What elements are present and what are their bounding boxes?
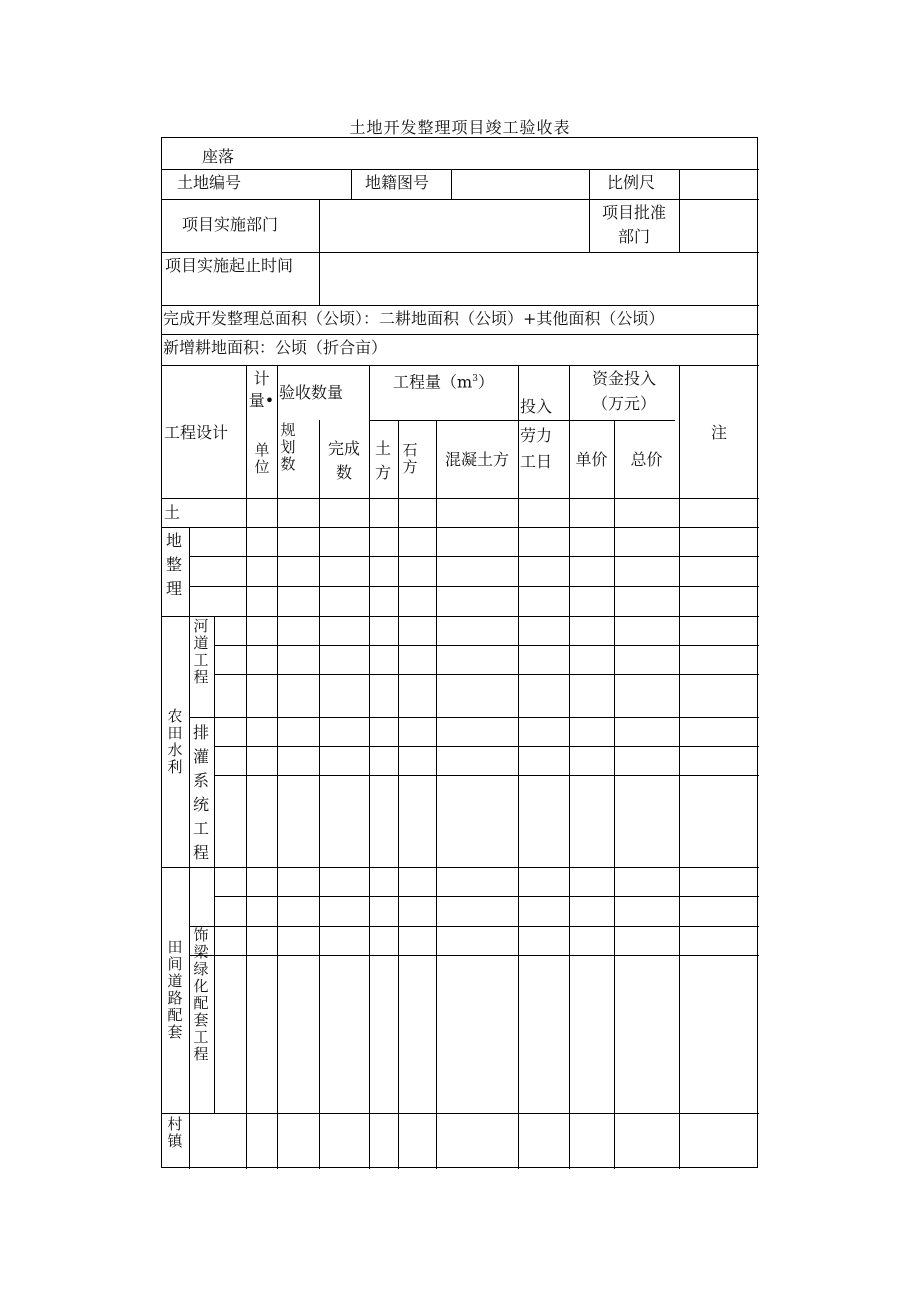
cadastral-map-no-label: 地籍图号 [365,173,430,192]
irrigation-section-label: 农田水利 [167,707,183,776]
land-section-label-top: 土 [164,503,181,522]
approving-dept-label-line1: 项目批准 [601,203,666,222]
fund-header-line1: 资金投入 [591,369,656,388]
land-section-label: 地整理 [165,531,182,598]
acceptance-form-table [161,137,758,1168]
land-id-label: 土地编号 [177,173,242,192]
road-section-label: 田间道路配套 [167,938,183,1041]
concrete-header: 混凝土方 [444,450,509,469]
total-area-label: 完成开发整理总面积（公顷）：二耕地面积（公顷）+其他面积（公顷） [163,309,665,328]
drainage-subsection-label: 排灌系统工程 [192,723,209,862]
accept-qty-header: 验收数量 [279,383,344,402]
form-title: 土地开发整理项目竣工验收表 [349,118,571,137]
village-section-label: 村镇 [167,1115,183,1150]
labor-header-line3: 工日 [520,452,553,471]
total-price-header: 总价 [630,450,663,469]
new-farmland-label: 新增耕地面积：公顷（折合亩） [163,338,388,357]
measure-header-line2: 量• [248,391,275,410]
completed-header-line1: 完成 [327,439,360,458]
unit-header: 单位 [254,441,270,476]
measure-header-line1: 计 [253,369,270,388]
location-label: 座落 [202,147,235,166]
implementing-dept-label: 项目实施部门 [182,215,279,234]
stone-header: 石方 [402,441,418,476]
fund-header-line2: （万元） [591,394,656,413]
unit-price-header: 单价 [575,450,608,469]
labor-header-line1: 投入 [520,397,553,416]
design-header: 工程设计 [164,423,229,442]
completed-header-line2: 数 [335,463,352,482]
note-header: 注 [710,423,727,442]
period-label: 项目实施起止时间 [165,256,294,275]
planned-header: 规划数 [280,421,296,473]
earth-header: 土方 [374,439,391,482]
scale-label: 比例尺 [607,173,656,192]
labor-header-line2: 劳力 [520,426,553,445]
approving-dept-label-line2: 部门 [617,227,650,246]
river-subsection-label: 河道工程 [193,617,209,686]
greening-subsection-label: 饰梁绿化配套工程 [193,926,209,1063]
engineering-qty-header: 工程量$(m^3)$ [393,372,494,392]
